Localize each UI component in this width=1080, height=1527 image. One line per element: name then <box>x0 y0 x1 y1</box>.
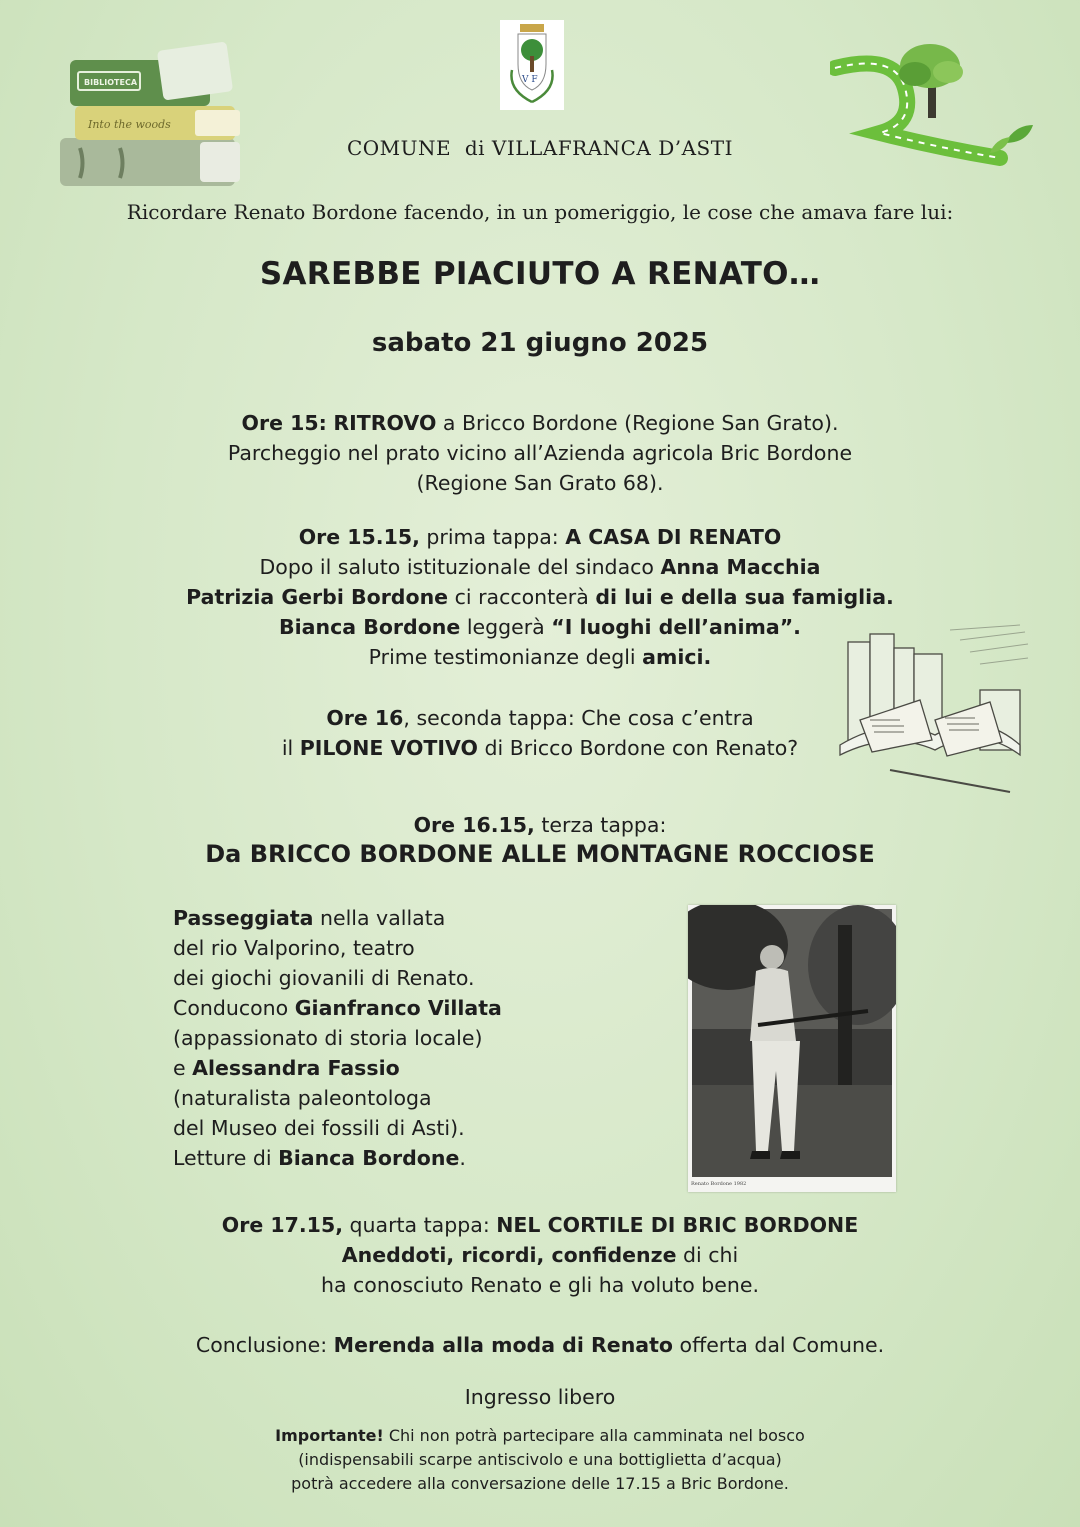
program-stage-cortile <box>0 1210 1080 1300</box>
stage-line <box>0 522 1080 552</box>
municipal-crest-icon <box>500 20 564 110</box>
stage-label: PILONE VOTIVO <box>299 736 478 760</box>
stage-text: , seconda tappa: Che cosa c’entra <box>403 706 754 730</box>
event-date: sabato 21 giugno 2025 <box>371 328 709 358</box>
conclusion-tail: offerta dal Comune. <box>673 1333 885 1357</box>
stage-text: di chi <box>676 1243 739 1267</box>
stage-time: Ore 16 <box>326 706 404 730</box>
note-text: Chi non potrà partecipare alla camminata nel bosco <box>383 1426 805 1445</box>
walk-text: Conducono <box>173 996 295 1020</box>
program-stage-3-time <box>0 810 1080 840</box>
stage-line <box>0 703 1080 733</box>
photo-caption: Renato Bordone 1982 <box>691 1181 747 1187</box>
walk-line: del rio Valporino, teatro <box>173 936 415 960</box>
conclusion-label: Conclusione: <box>195 1333 334 1357</box>
reading-title: “I luoghi dell’anima”. <box>551 615 801 639</box>
important-note <box>0 1424 1080 1496</box>
stage-line <box>0 1210 1080 1240</box>
walk-line: (naturalista paleontologa <box>173 1086 432 1110</box>
note-line: (indispensabili scarpe antiscivolo e una bottiglietta d’acqua) <box>298 1450 782 1469</box>
stage-line: ha conosciuto Renato e gli ha voluto bene. <box>320 1273 760 1297</box>
sindaco-name: Anna Macchia <box>660 555 821 579</box>
stage-time: Ore 15.15, <box>298 525 420 549</box>
stage-text: terza tappa: <box>534 813 667 837</box>
stage-text-bold: di lui e della sua famiglia. <box>595 585 894 609</box>
books-stack-icon <box>50 38 250 193</box>
stage-line <box>0 733 1080 763</box>
walk-line <box>173 1143 653 1173</box>
stage-line: Parcheggio nel prato vicino all’Azienda agricola Bric Bordone <box>227 441 853 465</box>
stage-text: leggerà <box>460 615 552 639</box>
stage-label: RITROVO <box>333 411 437 435</box>
walk-description <box>173 903 653 1173</box>
program-stage-ritrovo <box>0 408 1080 498</box>
intro-text: Ricordare Renato Bordone facendo, in un pomeriggio, le cose che amava fare lui: <box>126 200 954 224</box>
comune-heading: COMUNE di VILLAFRANCA D’ASTI <box>346 136 733 160</box>
walk-line: dei giochi giovanili di Renato. <box>173 966 475 990</box>
reader-name: Bianca Bordone <box>279 615 461 639</box>
stage-line <box>0 582 1080 612</box>
conclusion-text <box>0 1330 1080 1360</box>
stage-line: (Regione San Grato 68). <box>416 471 664 495</box>
stage-text-bold: Aneddoti, ricordi, confidenze <box>341 1243 677 1267</box>
speaker-name: Patrizia Gerbi Bordone <box>186 585 449 609</box>
guide-name: Gianfranco Villata <box>294 996 502 1020</box>
note-line <box>0 1424 1080 1448</box>
stage-text: Dopo il saluto istituzionale del sindaco <box>259 555 661 579</box>
stage-text: quarta tappa: <box>343 1213 497 1237</box>
program-stage-pilone <box>0 703 1080 763</box>
note-line: potrà accedere alla conversazione delle 17.15 a Bric Bordone. <box>291 1474 789 1493</box>
walk-line <box>173 903 653 933</box>
walk-line: (appassionato di storia locale) <box>173 1026 483 1050</box>
walk-text: e <box>173 1056 193 1080</box>
stage-line <box>0 552 1080 582</box>
stage-label: A CASA DI RENATO <box>565 525 782 549</box>
stage-text: ci racconterà <box>448 585 596 609</box>
book-spine-2-text: Into the woods <box>88 118 171 131</box>
stage-text: Prime testimonianze degli <box>368 645 643 669</box>
walk-text: nella vallata <box>313 906 446 930</box>
stage-time: Ore 16.15, <box>413 813 535 837</box>
stage-text-bold: amici. <box>642 645 712 669</box>
walk-text: . <box>459 1146 466 1170</box>
stage-text: il <box>281 736 300 760</box>
stage-label: NEL CORTILE DI BRIC BORDONE <box>496 1213 859 1237</box>
walk-text: Letture di <box>173 1146 279 1170</box>
stage-line <box>0 1240 1080 1270</box>
crest-letters: V F <box>522 75 538 85</box>
guide-name: Alessandra Fassio <box>192 1056 400 1080</box>
walk-label: Passeggiata <box>173 906 314 930</box>
walk-line <box>173 993 653 1023</box>
ingresso-libero: Ingresso libero <box>464 1385 616 1409</box>
merenda-text: Merenda alla moda di Renato <box>333 1333 674 1357</box>
note-label: Importante! <box>275 1426 384 1445</box>
book-spine-1-text: BIBLIOTECA <box>84 78 138 87</box>
stage-line <box>0 408 1080 438</box>
stage-time: Ore 17.15, <box>221 1213 343 1237</box>
reader-name: Bianca Bordone <box>278 1146 460 1170</box>
renato-photo-image <box>688 905 896 1192</box>
stage-time: Ore 15: <box>241 411 327 435</box>
page-title: SAREBBE PIACIUTO A RENATO… <box>259 256 821 292</box>
renato-photo <box>688 905 896 1192</box>
stage-text: a Bricco Bordone (Regione San Grato). <box>436 411 839 435</box>
stage-text: di Bricco Bordone con Renato? <box>477 736 799 760</box>
stage-text: prima tappa: <box>419 525 566 549</box>
walk-line <box>173 1053 653 1083</box>
walk-line: del Museo dei fossili di Asti). <box>173 1116 465 1140</box>
stage-3-title: Da BRICCO BORDONE ALLE MONTAGNE ROCCIOSE <box>205 840 875 868</box>
